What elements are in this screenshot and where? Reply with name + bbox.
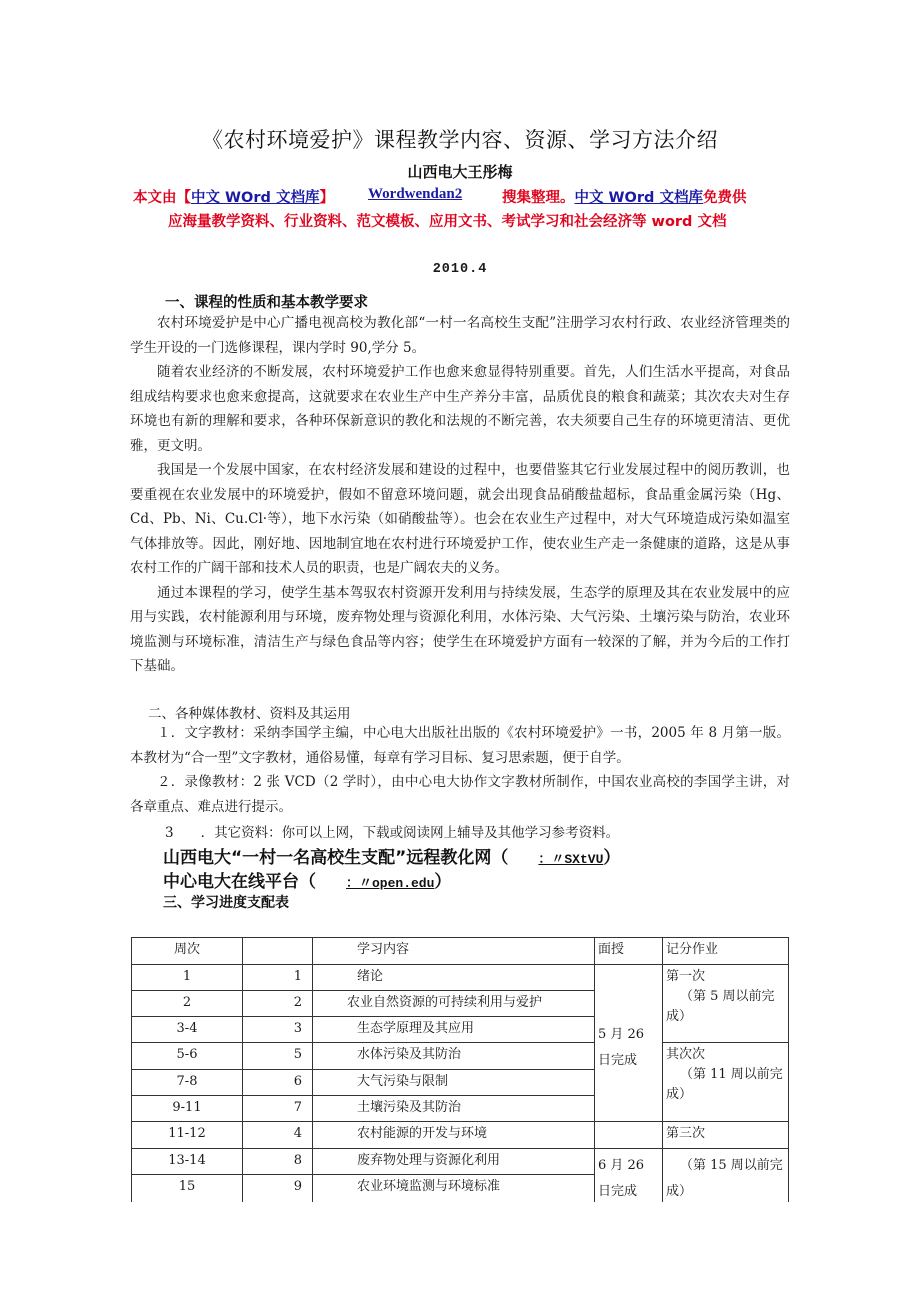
promo-suffix: 免费供	[702, 190, 747, 206]
table-header: 学习内容	[312, 937, 594, 964]
table-cell-content: 农业自然资源的可持续利用与爱护	[312, 990, 594, 1016]
document-title: 《农村环境爱护》课程教学内容、资源、学习方法介绍	[202, 128, 718, 152]
link-close: ）	[434, 872, 452, 892]
section2-item: ２．录像教材：2 张 VCD（2 学时），由中心电大协作文字教材所制作，中国农业高校的李国学主讲，对各章重点、难点进行提示。	[130, 774, 790, 815]
link-line-shanxi	[163, 843, 620, 868]
table-cell-content: 农业环境监测与环境标准	[312, 1174, 594, 1202]
link-line-open	[163, 867, 451, 892]
section1-paragraph: 农村环境爱护是中心广播电视高校为教化部“一村一名高校生支配”注册学习农村行政、农业经济管理类的学生开设的一门选修课程，课内学时 90,学分 5。	[130, 315, 790, 356]
table-header: 面授	[594, 937, 662, 964]
table-cell-week: 3-4	[131, 1016, 242, 1042]
table-header: 记分作业	[662, 937, 789, 964]
section2-heading: 二、各种媒体教材、资料及其运用	[148, 706, 351, 722]
table-cell-content: 生态学原理及其应用	[312, 1016, 594, 1042]
promo-prefix: 本文由【	[133, 190, 191, 206]
table-cell-chapter: 3	[242, 1016, 312, 1042]
section1-heading: 一、课程的性质和基本教学要求	[165, 295, 368, 311]
table-cell-content: 绪论	[312, 964, 594, 990]
table-cell-chapter: 8	[242, 1148, 312, 1174]
promo-link-doc-library[interactable]: 中文 WOrd 文档库	[191, 190, 320, 206]
table-cell-content: 废弃物处理与资源化利用	[312, 1148, 594, 1174]
promo-middle: 搜集整理。	[502, 190, 575, 206]
table-cell-homework	[662, 964, 789, 1042]
homework-title: 其次次	[666, 1047, 706, 1062]
table-cell-content: 大气污染与限制	[312, 1069, 594, 1095]
section1-paragraph: 我国是一个发展中国家，在农村经济发展和建设的过程中，也要借鉴其它行业发展过程中的阅历教训，也要重视在农业发展中的环境爱护，假如不留意环境问题，就会出现食品硝酸盐超标，食品重金属污染（Hg、Cd、Pb、Ni、Cu.Cl·等），地下水污染（如硝酸盐等）。也会在农业生产过程中，对大气环境造成污染如温室气体排放等。因此，刚好地、因地制宜地在农村进行环境爱护工作，使农业生产走一条健康的道路，这是从事农村工作的广阔干部和技术人员的职责，也是广阔农夫的义务。	[130, 462, 790, 576]
table-cell-chapter: 4	[242, 1121, 312, 1148]
table-cell-chapter: 2	[242, 990, 312, 1016]
homework-note: （第 5 周以前完成）	[666, 989, 775, 1024]
table-cell-chapter: 9	[242, 1174, 312, 1202]
table-cell-content: 农村能源的开发与环境	[312, 1121, 594, 1148]
table-cell-face-to-face: 5 月 26 日完成	[594, 964, 662, 1121]
section1-body	[130, 311, 790, 679]
table-cell-chapter: 5	[242, 1042, 312, 1069]
table-cell-chapter: 7	[242, 1095, 312, 1121]
section2-body	[130, 721, 790, 819]
promo-link-doc-library-2[interactable]: 中文 WOrd 文档库	[574, 190, 703, 206]
table-cell-week: 5-6	[131, 1042, 242, 1069]
link-label: 山西电大“一村一名高校生支配”远程教化网（	[163, 848, 509, 868]
link-url-open-edu[interactable]: ：〃open.edu	[346, 876, 435, 891]
table-cell-week: 2	[131, 990, 242, 1016]
promo-link-wordwendan-wrap	[368, 186, 462, 203]
promo-link-wordwendan[interactable]: Wordwendan2	[368, 186, 463, 202]
section1-paragraph: 通过本课程的学习，使学生基本驾驭农村资源开发利用与持续发展，生态学的原理及其在农业发展中的应用与实践，农村能源利用与环境，废弃物处理与资源化利用，水体污染、大气污染、土壤污染与防治，农业环境监测与环境标准，清洁生产与绿色食品等内容；使学生在环境爱护方面有一较深的了解，并为今后的工作打下基础。	[130, 584, 790, 674]
table-cell-content: 水体污染及其防治	[312, 1042, 594, 1069]
table-cell-homework	[662, 1148, 789, 1202]
link-close: ）	[603, 848, 621, 868]
table-cell-chapter: 6	[242, 1069, 312, 1095]
section1-paragraph: 随着农业经济的不断发展，农村环境爱护工作也愈来愈显得特别重要。首先，人们生活水平提高，对食品组成结构要求也愈来愈提高，这就要求在农业生产中生产养分丰富，品质优良的粮食和蔬菜；其次农夫对生存环境也有新的理解和要求，各种环保新意识的教化和法规的不断完善，农夫须要自己生存的环境更清洁、更优雅，更文明。	[130, 364, 790, 454]
promo-line-2: 应海量教学资料、行业资料、范文模板、应用文书、考试学习和社会经济等 word 文档	[168, 214, 727, 230]
table-cell-face-to-face: 6 月 26 日完成	[594, 1148, 662, 1202]
table-cell-week: 13-14	[131, 1148, 242, 1174]
table-cell-week: 7-8	[131, 1069, 242, 1095]
table-header	[242, 937, 312, 964]
homework-note: （第 11 周以前完成）	[666, 1067, 783, 1102]
table-cell-week: 9-11	[131, 1095, 242, 1121]
table-cell-week: 1	[131, 964, 242, 990]
section3-heading: 三、学习进度支配表	[163, 895, 289, 911]
table-cell-content: 土壤污染及其防治	[312, 1095, 594, 1121]
table-cell-chapter: 1	[242, 964, 312, 990]
homework-note: （第 15 周以前完成）	[666, 1158, 783, 1199]
promo-bracket: 】	[319, 190, 334, 206]
document-author: 山西电大王彤梅	[407, 163, 513, 181]
promo-line-1-tail	[502, 186, 746, 207]
link-url-sxtvu[interactable]: ：〃SXtVU	[538, 852, 604, 867]
table-cell-homework	[662, 1121, 789, 1148]
table-cell-week: 11-12	[131, 1121, 242, 1148]
homework-title: 第三次	[666, 1126, 706, 1141]
table-header: 周次	[131, 937, 242, 964]
section2-item: １．文字教材：采纳李国学主编，中心电大出版社出版的《农村环境爱护》一书，2005 年 8 月第一版。本教材为“合一型”文字教材，通俗易懂，每章有学习目标、复习思索题，便于自学。	[130, 725, 790, 766]
section2-item-other: 3 ．其它资料：你可以上网，下载或阅读网上辅导及其他学习参考资料。	[165, 825, 620, 841]
document-date: 2010.4	[432, 262, 488, 277]
table-cell-homework	[662, 1042, 789, 1121]
table-cell-face-to-face	[594, 1121, 662, 1148]
homework-title: 第一次	[666, 969, 706, 984]
table-cell-week: 15	[131, 1174, 242, 1202]
link-label: 中心电大在线平台（	[163, 872, 316, 892]
promo-line-1	[133, 186, 334, 207]
